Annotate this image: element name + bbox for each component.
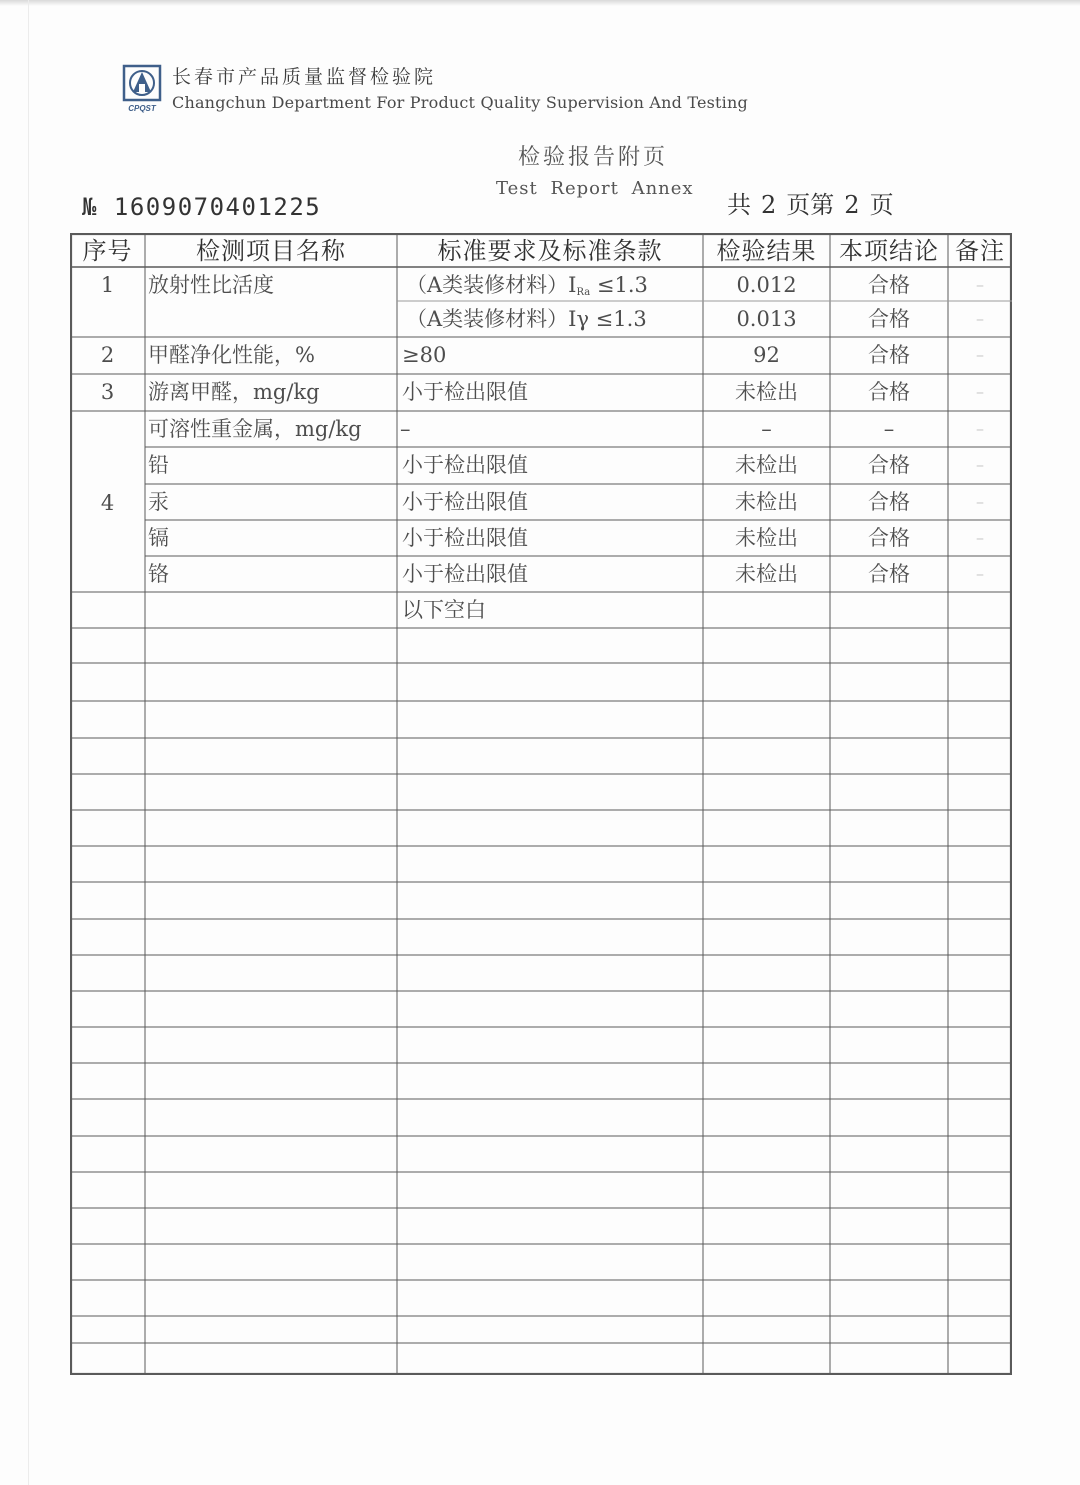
table-row-note: –: [976, 528, 984, 547]
table-row-seq: 3: [100, 380, 115, 404]
table-row-result: –: [761, 417, 772, 441]
table-row-item: 可溶性重金属，mg/kg: [148, 417, 362, 441]
table-row-item: 放射性比活度: [148, 273, 274, 297]
table-row-seq: 4: [100, 491, 115, 515]
table-row-result: 未检出: [735, 562, 798, 586]
table-row-result: 未检出: [735, 453, 798, 477]
table-row-note: –: [976, 419, 984, 438]
column-header-standard: 标准要求及标准条款: [437, 237, 663, 265]
page-current: 2: [844, 191, 860, 219]
table-row-note: –: [976, 275, 984, 294]
table-row-standard: 小于检出限值: [402, 453, 528, 477]
table-row-standard: 小于检出限值: [402, 562, 528, 586]
table-row-item: 汞: [148, 490, 169, 514]
standard-subscript: Ra: [576, 287, 591, 298]
institute-logo-icon: [122, 64, 162, 114]
column-header-note: 备注: [955, 237, 1005, 265]
standard-text: （A类装修材料）I: [406, 273, 577, 297]
table-row-verdict: 合格: [868, 453, 910, 477]
table-row-verdict: 合格: [868, 490, 910, 514]
column-header-result: 检验结果: [716, 237, 817, 265]
table-row-verdict: 合格: [868, 562, 910, 586]
table-row-item: 铬: [148, 562, 169, 586]
table-row-verdict: 合格: [868, 526, 910, 550]
table-row-note: –: [976, 455, 984, 474]
document-title-cn: 检验报告附页: [518, 145, 669, 170]
svg-text:CPQST: CPQST: [128, 104, 156, 113]
results-table: [70, 233, 1012, 1375]
table-row-verdict: 合格: [868, 307, 910, 331]
table-row-result: 未检出: [735, 490, 798, 514]
standard-limit: ≤1.3: [590, 273, 648, 297]
table-row-note: –: [976, 382, 984, 401]
table-row-seq: 1: [100, 273, 115, 297]
table-row-verdict: 合格: [868, 273, 910, 297]
table-row-verdict: 合格: [868, 343, 910, 367]
table-row-standard: （A类装修材料）Iγ ≤1.3: [406, 307, 647, 331]
table-row-note: –: [976, 492, 984, 511]
organization-name-cn: 长春市产品质量监督检验院: [172, 66, 437, 88]
column-header-verdict: 本项结论: [839, 237, 939, 265]
pages-total-label: 共: [727, 191, 751, 219]
table-row-standard: 小于检出限值: [402, 526, 528, 550]
table-row-result: 未检出: [735, 526, 798, 550]
table-row-item: 镉: [148, 526, 169, 550]
column-header-item: 检测项目名称: [196, 237, 346, 265]
table-row-verdict: –: [883, 417, 895, 441]
table-row-result: 92: [753, 343, 780, 367]
table-row-result: 0.012: [736, 273, 797, 297]
report-number: № 1609070401225: [82, 193, 322, 221]
column-header-seq: 序号: [82, 237, 133, 265]
organization-name-en: Changchun Department For Product Quality Supervision And Testing: [172, 93, 748, 112]
page-label: 页第: [786, 191, 835, 219]
table-row-note: –: [976, 564, 984, 583]
page-suffix: 页: [869, 191, 894, 219]
table-row-standard: [406, 267, 648, 303]
table-row-verdict: 合格: [868, 380, 910, 404]
table-row-result: 未检出: [735, 380, 798, 404]
page-count: [727, 185, 904, 220]
table-row-item: 游离甲醛，mg/kg: [148, 380, 320, 404]
table-row-note: –: [976, 345, 984, 364]
table-row-result: 0.013: [736, 307, 797, 331]
blank-below-marker: 以下空白: [402, 598, 486, 622]
table-row-note: –: [976, 309, 984, 328]
table-row-seq: 2: [100, 343, 115, 367]
table-row-standard: 小于检出限值: [402, 490, 528, 514]
table-row-standard: 小于检出限值: [402, 380, 528, 404]
document-title-en: Test Report Annex: [496, 178, 694, 199]
table-row-item: 甲醛净化性能，%: [148, 343, 315, 367]
table-row-standard: ≥80: [402, 343, 447, 367]
table-row-standard: –: [400, 417, 411, 441]
table-row-item: 铅: [148, 453, 169, 477]
pages-total: 2: [761, 191, 777, 219]
